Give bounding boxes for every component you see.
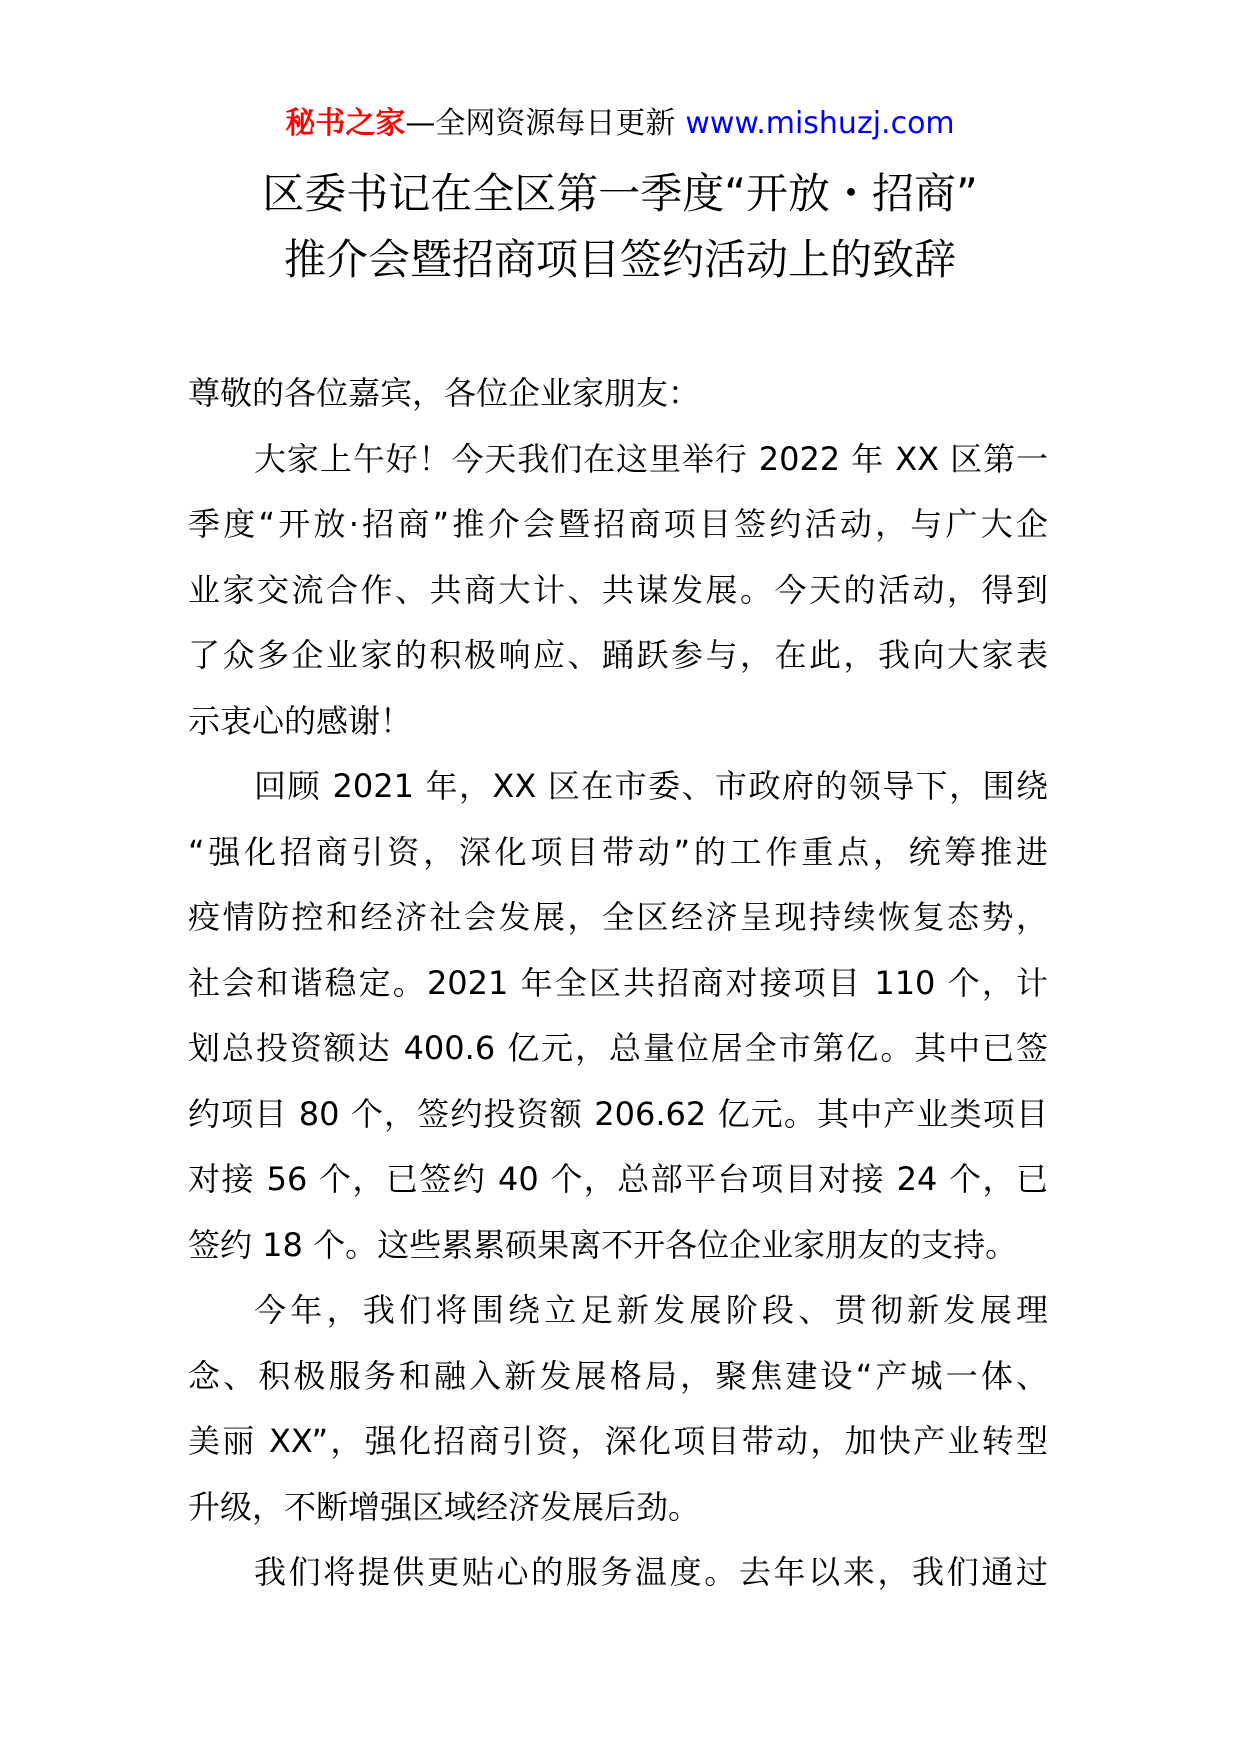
paragraph-line: 社会和谐稳定。2021 年全区共招商对接项目 110 个，计 <box>188 963 1048 1002</box>
document-body <box>188 361 1048 1606</box>
brand-name: 秘书之家 <box>285 106 406 141</box>
header-slogan: —全网资源每日更新 <box>405 106 676 141</box>
document-title-line-1: 区委书记在全区第一季度“开放・招商” <box>262 169 978 218</box>
paragraph-line: 签约 18 个。这些累累硕果离不开各位企业家朋友的支持。 <box>188 1225 1018 1264</box>
paragraph-line: 升级，不断增强区域经济发展后劲。 <box>188 1487 701 1526</box>
paragraph-line: 约项目 80 个，签约投资额 206.62 亿元。其中产业类项目 <box>188 1094 1048 1133</box>
paragraph-line: 回顾 2021 年，XX 区在市委、市政府的领导下，围绕 <box>254 767 1048 805</box>
paragraph-line: 我们将提供更贴心的服务温度。去年以来，我们通过 <box>254 1553 1048 1591</box>
paragraph-line: 对接 56 个，已签约 40 个，总部平台项目对接 24 个，已 <box>188 1160 1048 1198</box>
paragraph-line: 了众多企业家的积极响应、踊跃参与，在此，我向大家表 <box>188 636 1048 674</box>
paragraph-line: 季度“开放·招商”推介会暨招商项目签约活动，与广大企 <box>188 505 1048 543</box>
paragraph-line: 业家交流合作、共商大计、共谋发展。今天的活动，得到 <box>188 570 1048 609</box>
site-header <box>0 104 1240 144</box>
paragraph-line: 示衷心的感谢！ <box>188 701 413 740</box>
paragraph-line: 今年，我们将围绕立足新发展阶段、贯彻新发展理 <box>254 1291 1048 1329</box>
paragraph-line: 疫情防控和经济社会发展，全区经济呈现持续恢复态势， <box>188 898 1048 936</box>
site-url-link[interactable]: www.mishuzj.com <box>685 106 955 141</box>
paragraph-line: 美丽 XX”，强化招商引资，深化项目带动，加快产业转型 <box>188 1422 1048 1460</box>
paragraph-line: 念、积极服务和融入新发展格局，聚焦建设“产城一体、 <box>188 1356 1048 1395</box>
document-title-line-2: 推介会暨招商项目签约活动上的致辞 <box>283 235 956 284</box>
paragraph-line: 大家上午好！今天我们在这里举行 2022 年 XX 区第一 <box>254 439 1048 478</box>
paragraph-line: “强化招商引资，深化项目带动”的工作重点，统筹推进 <box>188 832 1048 871</box>
salutation: 尊敬的各位嘉宾，各位企业家朋友： <box>188 374 701 412</box>
paragraph-line: 划总投资额达 400.6 亿元，总量位居全市第亿。其中已签 <box>188 1029 1048 1067</box>
